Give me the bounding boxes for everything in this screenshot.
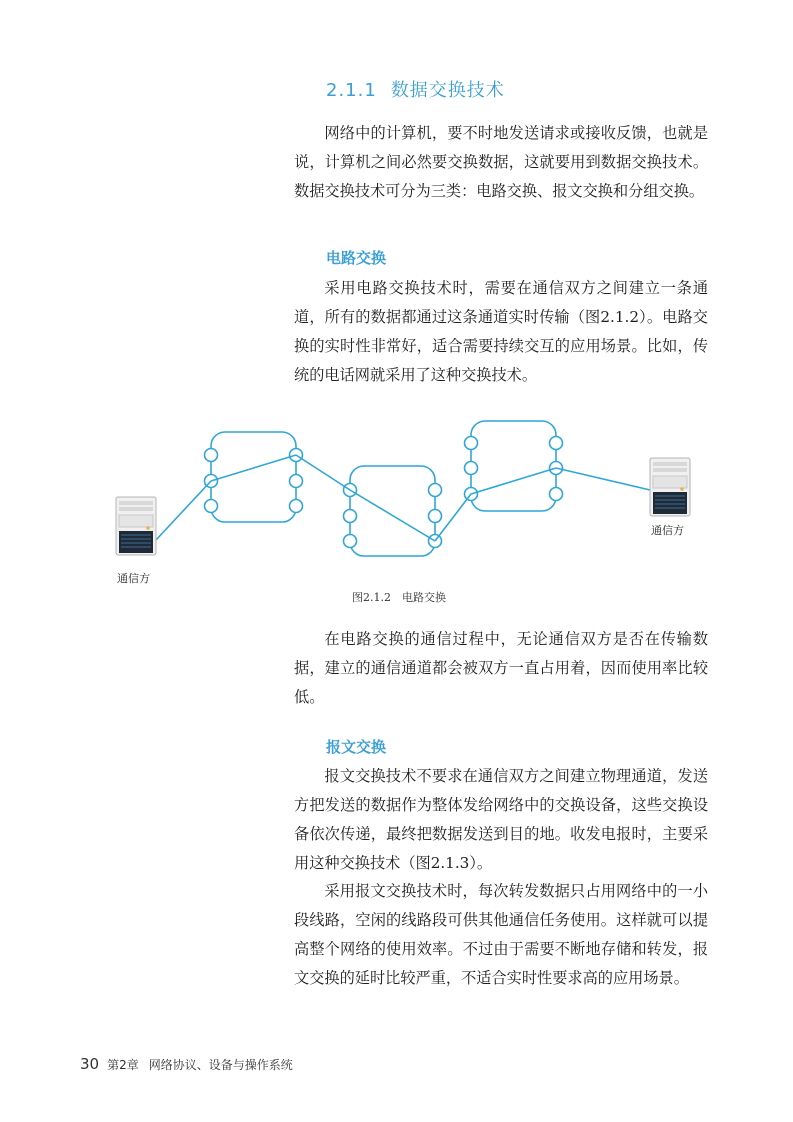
circuit-paragraph-2: 在电路交换的通信过程中，无论通信双方是否在传输数据，建立的通信通道都会被双方一直占用着，因而使用率比较低。 [294, 630, 708, 706]
message-heading: 报文交换 [326, 738, 387, 756]
section-number: 2.1.1 [326, 80, 377, 101]
port [344, 510, 357, 523]
port [429, 510, 442, 523]
page-footer [80, 1055, 293, 1073]
chapter-number: 第2章 [107, 1058, 139, 1072]
page-number: 30 [80, 1055, 100, 1073]
port [429, 484, 442, 497]
port [344, 535, 357, 548]
circuit-heading: 电路交换 [326, 249, 387, 267]
intro-paragraph: 网络中的计算机，要不时地发送请求或接收反馈，也就是说，计算机之间必然要交换数据，这就要用到数据交换技术。数据交换技术可分为三类：电路交换、报文交换和分组交换。 [294, 124, 708, 200]
right-party-label: 通信方 [651, 524, 684, 537]
circuit-paragraph-1: 采用电路交换技术时，需要在通信双方之间建立一条通道，所有的数据都通过这条通道实时传输（图2.1.2）。电路交换的实时性非常好，适合需要持续交互的应用场景。比如，传统的电话网就采用了这种交换技术。 [294, 279, 708, 384]
port [290, 500, 303, 513]
message-paragraph-1: 报文交换技术不要求在通信双方之间建立物理通道，发送方把发送的数据作为整体发给网络中的交换设备，这些交换设备依次传递，最终把数据发送到目的地。收发电报时，主要采用这种交换技术（图2.1.3）。 [294, 767, 708, 872]
section-title-text: 数据交换技术 [390, 80, 505, 101]
server-right [650, 458, 690, 516]
port [205, 449, 218, 462]
port [205, 500, 218, 513]
server-left [116, 497, 156, 555]
switch-box-3 [471, 421, 556, 511]
port [465, 462, 478, 475]
chapter-title: 网络协议、设备与操作系统 [148, 1058, 293, 1072]
port [550, 488, 563, 501]
port [550, 437, 563, 450]
circuit-path [156, 455, 650, 541]
switch-box-2 [350, 466, 435, 556]
message-paragraph-2: 采用报文交换技术时，每次转发数据只占用网络中的一小段线路，空闲的线路段可供其他通信任务使用。这样就可以提高整个网络的使用效率。不过由于需要不断地存储和转发，报文交换的延时比较严重，不适合实时性要求高的应用场景。 [294, 882, 708, 987]
port [290, 475, 303, 488]
port [465, 437, 478, 450]
left-party-label: 通信方 [117, 572, 150, 585]
figure-caption: 图2.1.2 电路交换 [352, 591, 446, 604]
